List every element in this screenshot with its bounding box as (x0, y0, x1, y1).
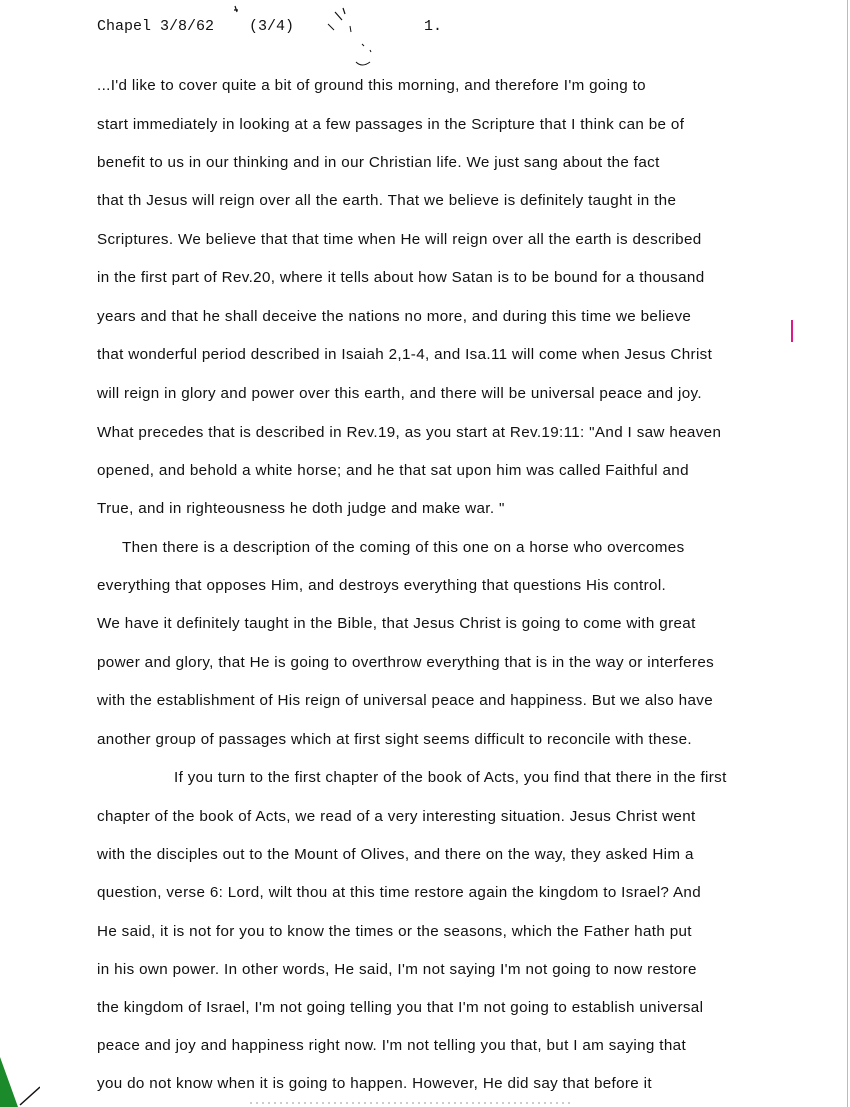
text-line: you do not know when it is going to happen. However, He did say that before it (97, 1075, 652, 1092)
text-line: peace and joy and happiness right now. I'm not telling you that, but I am saying that (97, 1037, 687, 1054)
margin-mark (791, 320, 793, 342)
text-line: start immediately in looking at a few passages in the Scripture that I think can be of (97, 116, 685, 133)
text-line: What precedes that is described in Rev.19, as you start at Rev.19:11: "And I saw heaven (97, 424, 722, 441)
text-line: He said, it is not for you to know the times or the seasons, which the Father hath put (97, 923, 692, 940)
text-line: We have it definitely taught in the Bible, that Jesus Christ is going to come with great (97, 615, 696, 632)
scan-edge (847, 0, 848, 1107)
text-line: the kingdom of Israel, I'm not going telling you that I'm not going to establish universal (97, 999, 704, 1016)
scan-dots (250, 1100, 570, 1106)
corner-artifact (0, 1057, 40, 1107)
text-line: True, and in righteousness he doth judge and make war. " (97, 500, 505, 517)
text-line: Scriptures. We believe that that time when He will reign over all the earth is described (97, 231, 702, 248)
part-label: (3/4) (249, 18, 295, 35)
document-title: Chapel 3/8/62 (97, 18, 215, 35)
text-line: everything that opposes Him, and destroys everything that questions His control. (97, 577, 667, 594)
text-line: will reign in glory and power over this earth, and there will be universal peace and joy. (97, 385, 702, 402)
text-line: question, verse 6: Lord, wilt thou at this time restore again the kingdom to Israel? And (97, 884, 702, 901)
text-line: with the establishment of His reign of universal peace and happiness. But we also have (97, 692, 714, 709)
text-line: opened, and behold a white horse; and he that sat upon him was called Faithful and (97, 462, 689, 479)
page-number: 1. (424, 18, 443, 35)
text-line: benefit to us in our thinking and in our Christian life. We just sang about the fact (97, 154, 660, 171)
text-line: years and that he shall deceive the nations no more, and during this time we believe (97, 308, 692, 325)
text-line: in the first part of Rev.20, where it tells about how Satan is to be bound for a thousand (97, 269, 705, 286)
text-line: another group of passages which at first sight seems difficult to reconcile with these. (97, 731, 692, 748)
text-line: power and glory, that He is going to overthrow everything that is in the way or interferes (97, 654, 715, 671)
text-line: ...I'd like to cover quite a bit of ground this morning, and therefore I'm going to (97, 77, 646, 94)
text-line: in his own power. In other words, He said, I'm not saying I'm not going to now restore (97, 961, 697, 978)
text-line: that wonderful period described in Isaiah 2,1-4, and Isa.11 will come when Jesus Christ (97, 346, 713, 363)
text-line: If you turn to the first chapter of the book of Acts, you find that there in the first (174, 769, 727, 786)
text-line: chapter of the book of Acts, we read of a very interesting situation. Jesus Christ went (97, 808, 696, 825)
text-line: that th Jesus will reign over all the earth. That we believe is definitely taught in the (97, 192, 677, 209)
pen-marks (230, 2, 390, 77)
text-line: Then there is a description of the coming of this one on a horse who overcomes (122, 539, 685, 556)
text-line: with the disciples out to the Mount of Olives, and there on the way, they asked Him a (97, 846, 694, 863)
